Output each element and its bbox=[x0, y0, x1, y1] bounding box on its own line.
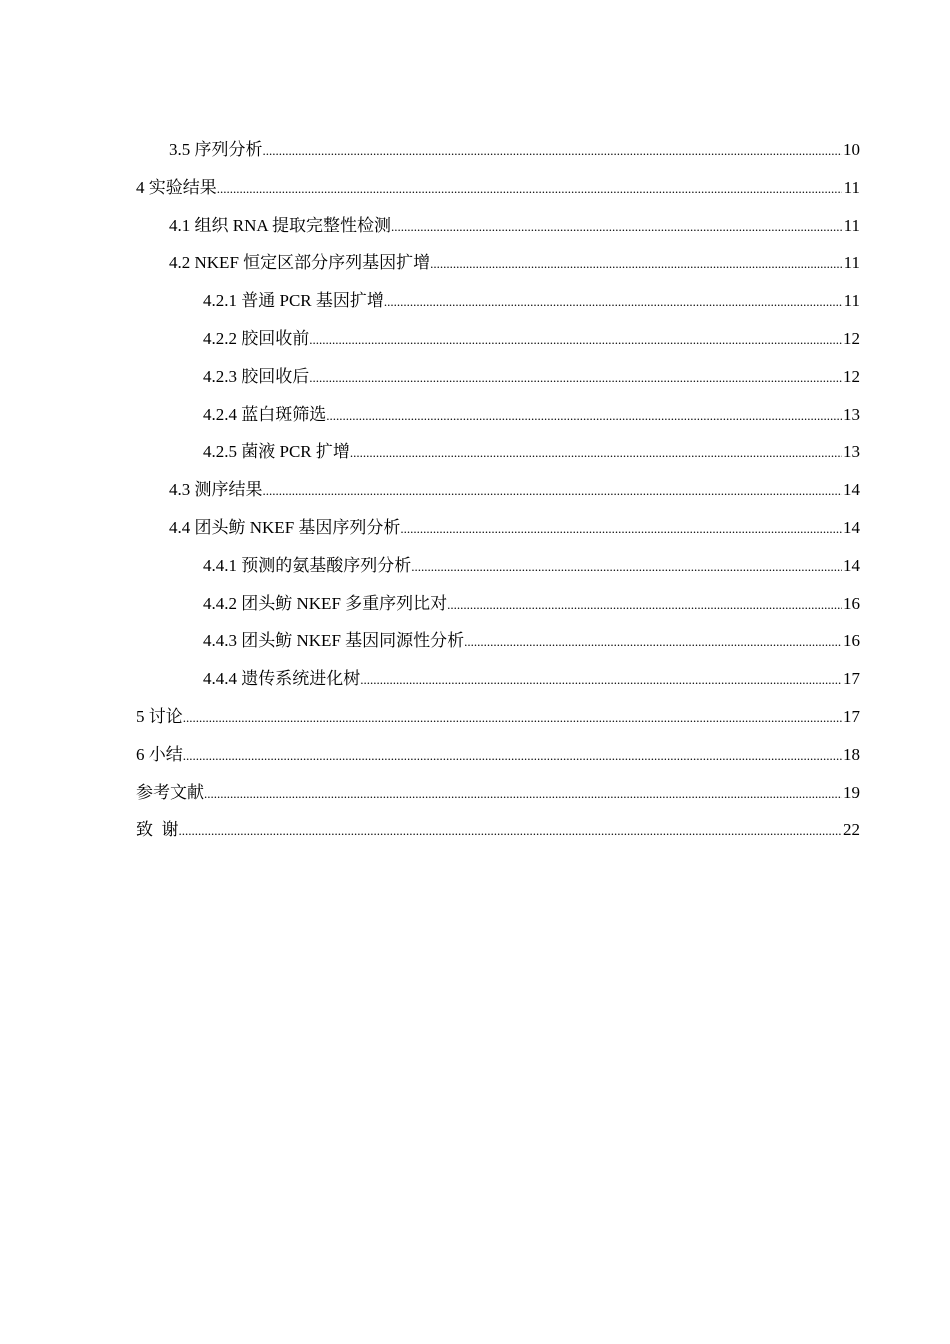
toc-leader-dots bbox=[350, 438, 842, 467]
toc-entry-title: 5 讨论 bbox=[136, 706, 183, 726]
toc-entry-title: 4.4.2 团头鲂 NKEF 多重序列比对 bbox=[203, 593, 448, 613]
toc-entry-page: 14 bbox=[843, 555, 860, 575]
toc-entry-4[interactable] bbox=[136, 174, 860, 212]
table-of-contents bbox=[136, 136, 860, 854]
toc-entry-title: 4.4 团头鲂 NKEF 基因序列分析 bbox=[169, 517, 401, 537]
toc-entry-page: 22 bbox=[843, 820, 860, 840]
toc-leader-dots bbox=[179, 816, 843, 845]
toc-entry-page: 17 bbox=[843, 706, 860, 726]
toc-leader-dots bbox=[430, 249, 842, 278]
toc-entry-4-2-3[interactable] bbox=[136, 363, 860, 401]
toc-entry-4-4-1[interactable] bbox=[136, 552, 860, 590]
toc-entry-4-4-3[interactable] bbox=[136, 627, 860, 665]
toc-entry-4-4-2[interactable] bbox=[136, 590, 860, 628]
toc-entry-page: 14 bbox=[843, 480, 860, 500]
toc-entry-title: 4.1 组织 RNA 提取完整性检测 bbox=[169, 215, 391, 235]
toc-entry-page: 13 bbox=[843, 442, 860, 462]
toc-entry-title: 4.4.4 遗传系统进化树 bbox=[203, 669, 361, 689]
toc-entry-4-2[interactable] bbox=[136, 249, 860, 287]
toc-entry-title: 6 小结 bbox=[136, 744, 183, 764]
toc-leader-dots bbox=[326, 401, 842, 430]
toc-entry-page: 11 bbox=[843, 253, 860, 273]
toc-leader-dots bbox=[183, 703, 842, 732]
toc-leader-dots bbox=[411, 552, 842, 581]
toc-entry-page: 16 bbox=[843, 593, 860, 613]
toc-entry-title: 4.2.1 普通 PCR 基因扩增 bbox=[203, 291, 384, 311]
toc-entry-title: 4.2.3 胶回收后 bbox=[203, 366, 310, 386]
toc-entry-4-3[interactable] bbox=[136, 476, 860, 514]
toc-entry-page: 11 bbox=[843, 291, 860, 311]
toc-leader-dots bbox=[309, 325, 842, 354]
toc-entry-4-4-4[interactable] bbox=[136, 665, 860, 703]
toc-entry-4-1[interactable] bbox=[136, 212, 860, 250]
toc-leader-dots bbox=[204, 779, 842, 808]
toc-entry-4-2-1[interactable] bbox=[136, 287, 860, 325]
toc-entry-title: 4.4.3 团头鲂 NKEF 基因同源性分析 bbox=[203, 631, 465, 651]
toc-entry-title: 4.2.2 胶回收前 bbox=[203, 328, 310, 348]
toc-entry-title: 4.2.4 蓝白斑筛选 bbox=[203, 404, 327, 424]
toc-leader-dots bbox=[384, 287, 842, 316]
toc-entry-5[interactable] bbox=[136, 703, 860, 741]
toc-entry-title: 参考文献 bbox=[136, 782, 204, 802]
toc-leader-dots bbox=[391, 212, 842, 241]
toc-entry-page: 11 bbox=[843, 177, 860, 197]
toc-entry-page: 11 bbox=[843, 215, 860, 235]
toc-entry-title: 4 实验结果 bbox=[136, 177, 217, 197]
toc-entry-4-2-2[interactable] bbox=[136, 325, 860, 363]
toc-entry-acknowledgements[interactable] bbox=[136, 816, 860, 854]
toc-leader-dots bbox=[309, 363, 842, 392]
toc-entry-4-2-4[interactable] bbox=[136, 401, 860, 439]
toc-leader-dots bbox=[464, 627, 842, 656]
toc-leader-dots bbox=[400, 514, 842, 543]
toc-entry-page: 12 bbox=[843, 366, 860, 386]
toc-entry-page: 16 bbox=[843, 631, 860, 651]
toc-leader-dots bbox=[360, 665, 842, 694]
toc-entry-title: 致 谢 bbox=[136, 820, 179, 840]
toc-entry-title: 3.5 序列分析 bbox=[169, 140, 263, 159]
toc-entry-page: 12 bbox=[843, 328, 860, 348]
toc-entry-title: 4.4.1 预测的氨基酸序列分析 bbox=[203, 555, 412, 575]
toc-entry-title: 4.3 测序结果 bbox=[169, 480, 263, 500]
toc-entry-page: 18 bbox=[843, 744, 860, 764]
toc-entry-4-4[interactable] bbox=[136, 514, 860, 552]
toc-entry-page: 17 bbox=[843, 669, 860, 689]
toc-leader-dots bbox=[217, 174, 842, 203]
toc-leader-dots bbox=[183, 741, 842, 770]
toc-leader-dots bbox=[263, 476, 843, 505]
toc-leader-dots bbox=[447, 590, 842, 619]
toc-entry-6[interactable] bbox=[136, 741, 860, 779]
toc-entry-page: 13 bbox=[843, 404, 860, 424]
toc-entry-title: 4.2 NKEF 恒定区部分序列基因扩增 bbox=[169, 253, 431, 273]
toc-entry-page: 10 bbox=[843, 140, 860, 159]
toc-entry-3-5[interactable] bbox=[136, 136, 860, 174]
toc-leader-dots bbox=[263, 136, 843, 165]
toc-entry-title: 4.2.5 菌液 PCR 扩增 bbox=[203, 442, 350, 462]
toc-entry-page: 14 bbox=[843, 517, 860, 537]
toc-entry-page: 19 bbox=[843, 782, 860, 802]
toc-entry-references[interactable] bbox=[136, 779, 860, 817]
toc-entry-4-2-5[interactable] bbox=[136, 438, 860, 476]
